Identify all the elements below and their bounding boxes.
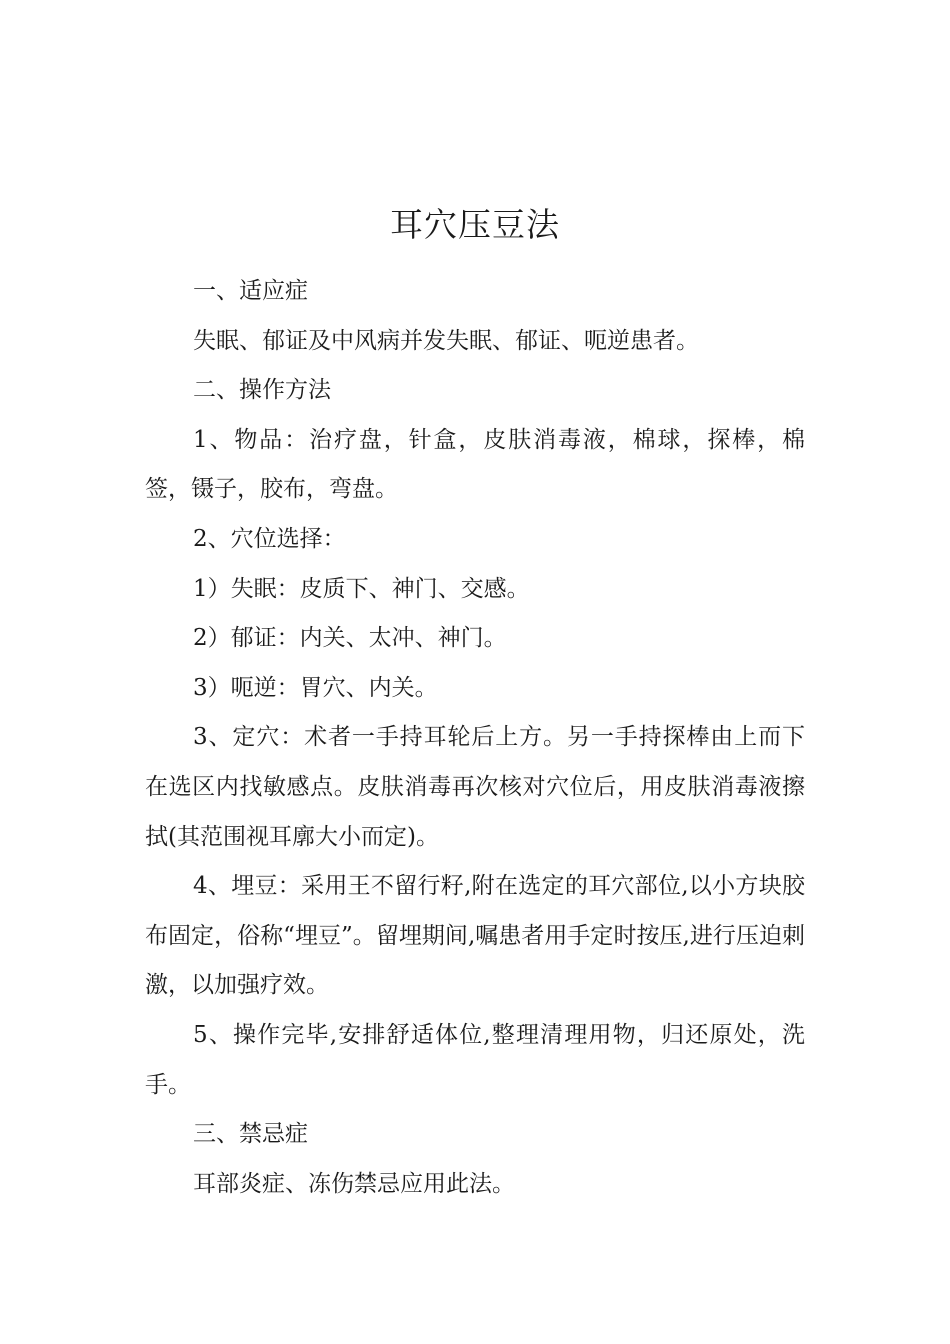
indications-text: 失眠、郁证及中风病并发失眠、郁证、呃逆患者。 <box>193 327 699 354</box>
section-heading-indications: 一、适应症 <box>193 278 308 304</box>
section-heading-contraindications: 三、禁忌症 <box>193 1121 308 1148</box>
acupoint-insomnia: 1）失眠：皮质下、神门、交感。 <box>193 575 530 602</box>
acupoint-depression: 2）郁证：内关、太冲、神门。 <box>193 625 507 652</box>
document-title: 耳穴压豆法 <box>390 205 560 244</box>
section-heading-method: 二、操作方法 <box>193 377 331 404</box>
method-step-bean-embedding: 4、埋豆：采用王不留行籽,附在选定的耳穴部位,以小方块胶布固定，俗称“埋豆”。留埋期间,嘱患者用手定时按压,进行压迫刺激，以加强疗效。 <box>145 873 805 999</box>
method-step-acupoint-selection: 2、穴位选择： <box>193 525 346 552</box>
method-step-locate: 3、定穴：术者一手持耳轮后上方。另一手持探棒由上而下在选区内找敏感点。皮肤消毒再次核对穴位后，用皮肤消毒液擦拭(其范围视耳廓大小而定)。 <box>145 724 805 850</box>
method-step-finish: 5、操作完毕,安排舒适体位,整理清理用物，归还原处，洗手。 <box>145 1021 805 1098</box>
method-step-supplies: 1、物品：治疗盘，针盒，皮肤消毒液，棉球，探棒，棉签，镊子，胶布，弯盘。 <box>145 426 805 503</box>
contraindications-text: 耳部炎症、冻伤禁忌应用此法。 <box>193 1170 515 1197</box>
acupoint-hiccup: 3）呃逆：胃穴、内关。 <box>193 674 438 701</box>
document-page <box>145 200 805 1209</box>
